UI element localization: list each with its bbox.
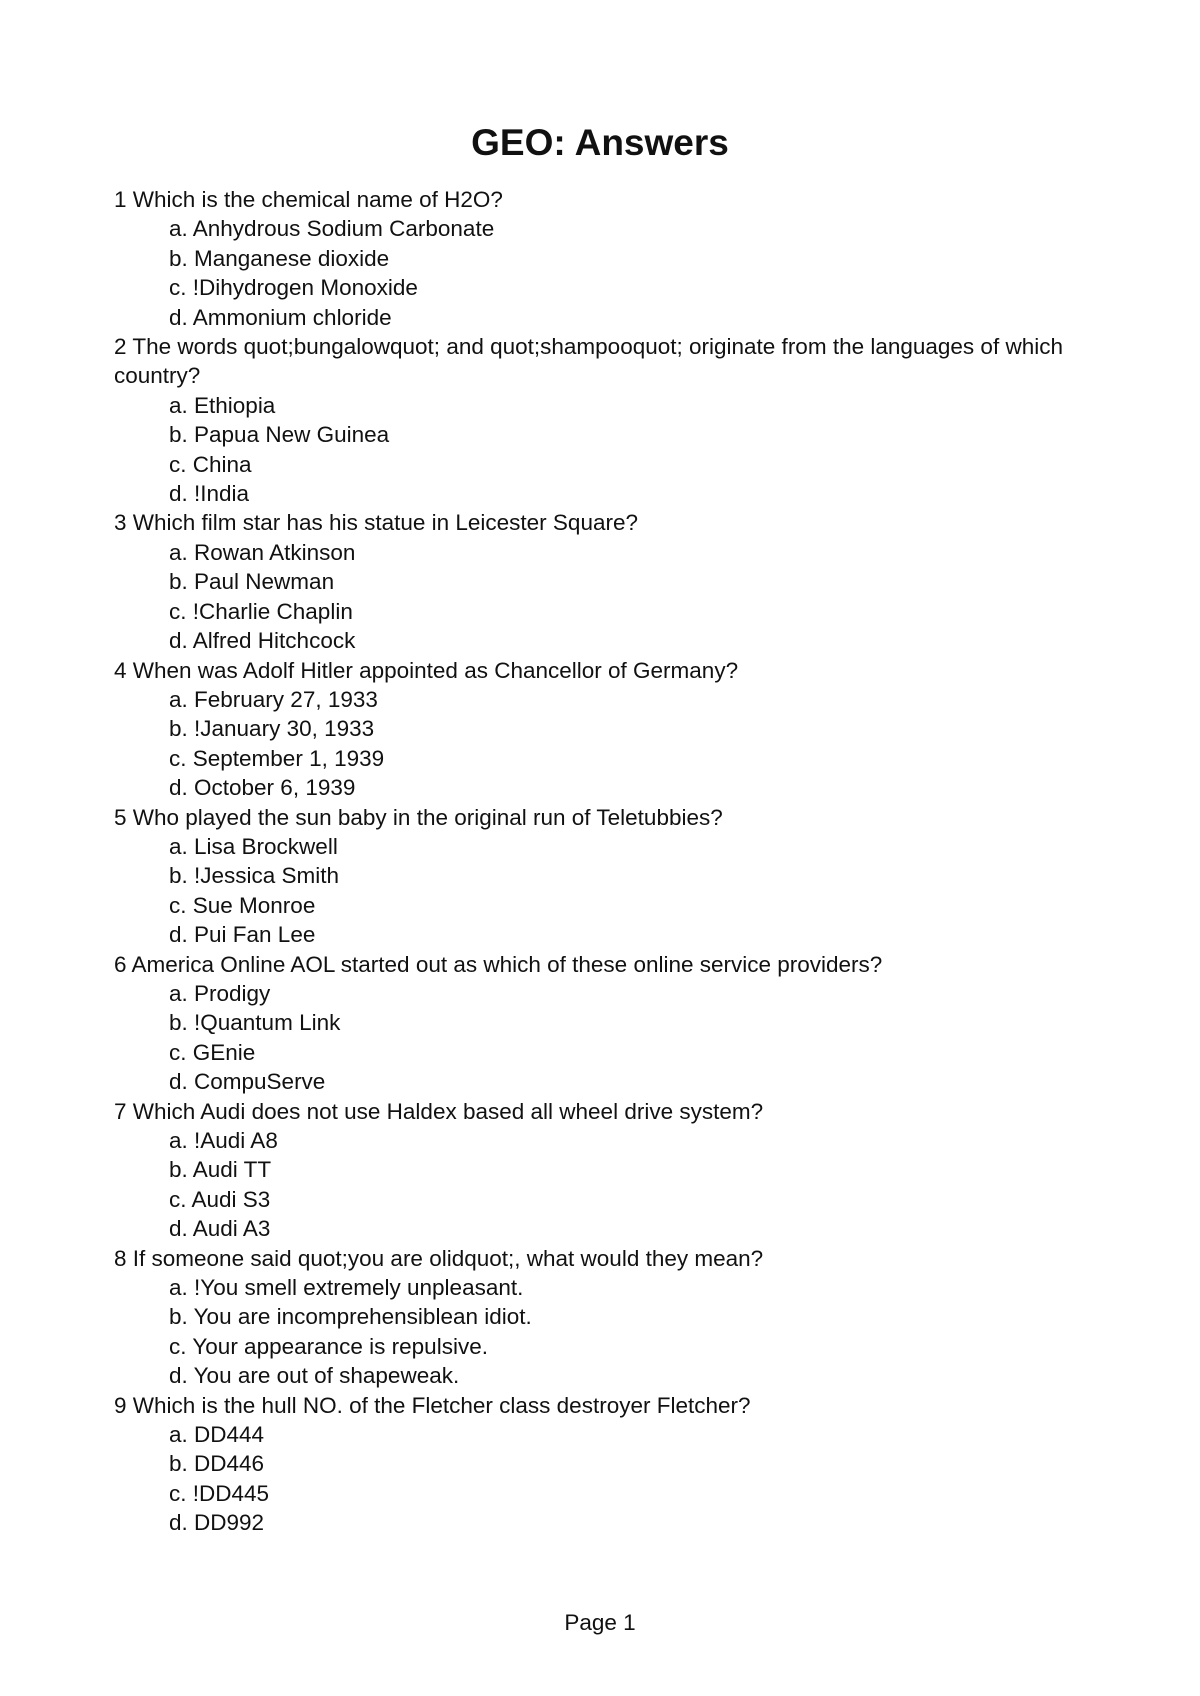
answer-option: c. GEnie — [169, 1039, 256, 1065]
answer-option: d. Audi A3 — [169, 1216, 271, 1242]
question-text: 4 When was Adolf Hitler appointed as Chancellor of Germany? — [114, 657, 739, 683]
answer-option: b. Papua New Guinea — [169, 422, 390, 448]
answer-option: a. Prodigy — [169, 980, 271, 1006]
answer-option: b. Manganese dioxide — [169, 245, 390, 271]
answer-option: d. !India — [169, 481, 250, 507]
answer-option: c. Sue Monroe — [169, 892, 316, 918]
question-item — [114, 332, 1074, 508]
answer-option: a. !Audi A8 — [169, 1128, 278, 1153]
page-number: Page 1 — [564, 1610, 636, 1635]
option-list — [114, 685, 1074, 803]
answer-option: b. You are incomprehensiblean idiot. — [169, 1304, 532, 1330]
question-item — [114, 950, 1074, 1097]
option-list — [114, 538, 1074, 656]
answer-option: a. Anhydrous Sodium Carbonate — [169, 216, 495, 242]
answer-option: c. China — [169, 451, 252, 477]
answer-option: c. !DD445 — [169, 1480, 270, 1506]
page-title: GEO: Answers — [471, 122, 729, 163]
question-item — [114, 656, 1074, 803]
answer-option: c. Audi S3 — [169, 1186, 271, 1212]
answer-option: d. You are out of shapeweak. — [169, 1363, 460, 1389]
question-text: 9 Which is the hull NO. of the Fletcher class destroyer Fletcher? — [114, 1392, 751, 1418]
option-list — [114, 214, 1074, 332]
answer-option: d. Alfred Hitchcock — [169, 628, 356, 654]
question-list — [114, 185, 1074, 1538]
answer-option: a. DD444 — [169, 1422, 265, 1448]
answer-option: c. !Charlie Chaplin — [169, 598, 353, 624]
question-item — [114, 803, 1074, 950]
question-item — [114, 508, 1074, 655]
answer-option: a. !You smell extremely unpleasant. — [169, 1275, 524, 1301]
option-list — [114, 979, 1074, 1097]
question-item — [114, 1244, 1074, 1391]
question-item — [114, 1097, 1074, 1244]
answer-option: d. CompuServe — [169, 1069, 326, 1095]
answer-option: c. September 1, 1939 — [169, 745, 385, 771]
question-text: 7 Which Audi does not use Haldex based all wheel drive system? — [114, 1098, 764, 1124]
answer-option: b. !January 30, 1933 — [169, 716, 375, 742]
question-text: 3 Which film star has his statue in Leicester Square? — [114, 510, 638, 536]
answer-option: b. !Quantum Link — [169, 1010, 341, 1036]
answer-option: c. Your appearance is repulsive. — [169, 1333, 488, 1359]
option-list — [114, 1273, 1074, 1391]
answer-option: a. Ethiopia — [169, 392, 276, 418]
answer-option: a. Lisa Brockwell — [169, 833, 338, 859]
answer-option: a. February 27, 1933 — [169, 686, 378, 712]
question-text: 5 Who played the sun baby in the original run of Teletubbies? — [114, 804, 723, 830]
question-text: 8 If someone said quot;you are olidquot;, what would they mean? — [114, 1245, 764, 1271]
question-text: 2 The words quot;bungalowquot; and quot;shampooquot; originate from the languages of which country? — [114, 334, 1063, 389]
answer-option: d. Ammonium chloride — [169, 304, 392, 330]
answer-option: b. Audi TT — [169, 1157, 272, 1183]
question-text: 6 America Online AOL started out as which of these online service providers? — [114, 951, 883, 977]
option-list — [114, 832, 1074, 950]
option-list — [114, 1420, 1074, 1538]
question-item — [114, 185, 1074, 332]
option-list — [114, 1126, 1074, 1244]
answer-option: a. Rowan Atkinson — [169, 539, 356, 565]
answer-option: d. DD992 — [169, 1510, 265, 1536]
option-list — [114, 391, 1074, 509]
answer-option: c. !Dihydrogen Monoxide — [169, 275, 418, 301]
question-text: 1 Which is the chemical name of H2O? — [114, 187, 503, 212]
answer-option: b. DD446 — [169, 1451, 265, 1477]
answer-option: d. October 6, 1939 — [169, 775, 356, 801]
answer-option: b. !Jessica Smith — [169, 863, 340, 889]
answer-option: b. Paul Newman — [169, 569, 335, 595]
answer-option: d. Pui Fan Lee — [169, 922, 316, 948]
question-item — [114, 1391, 1074, 1538]
